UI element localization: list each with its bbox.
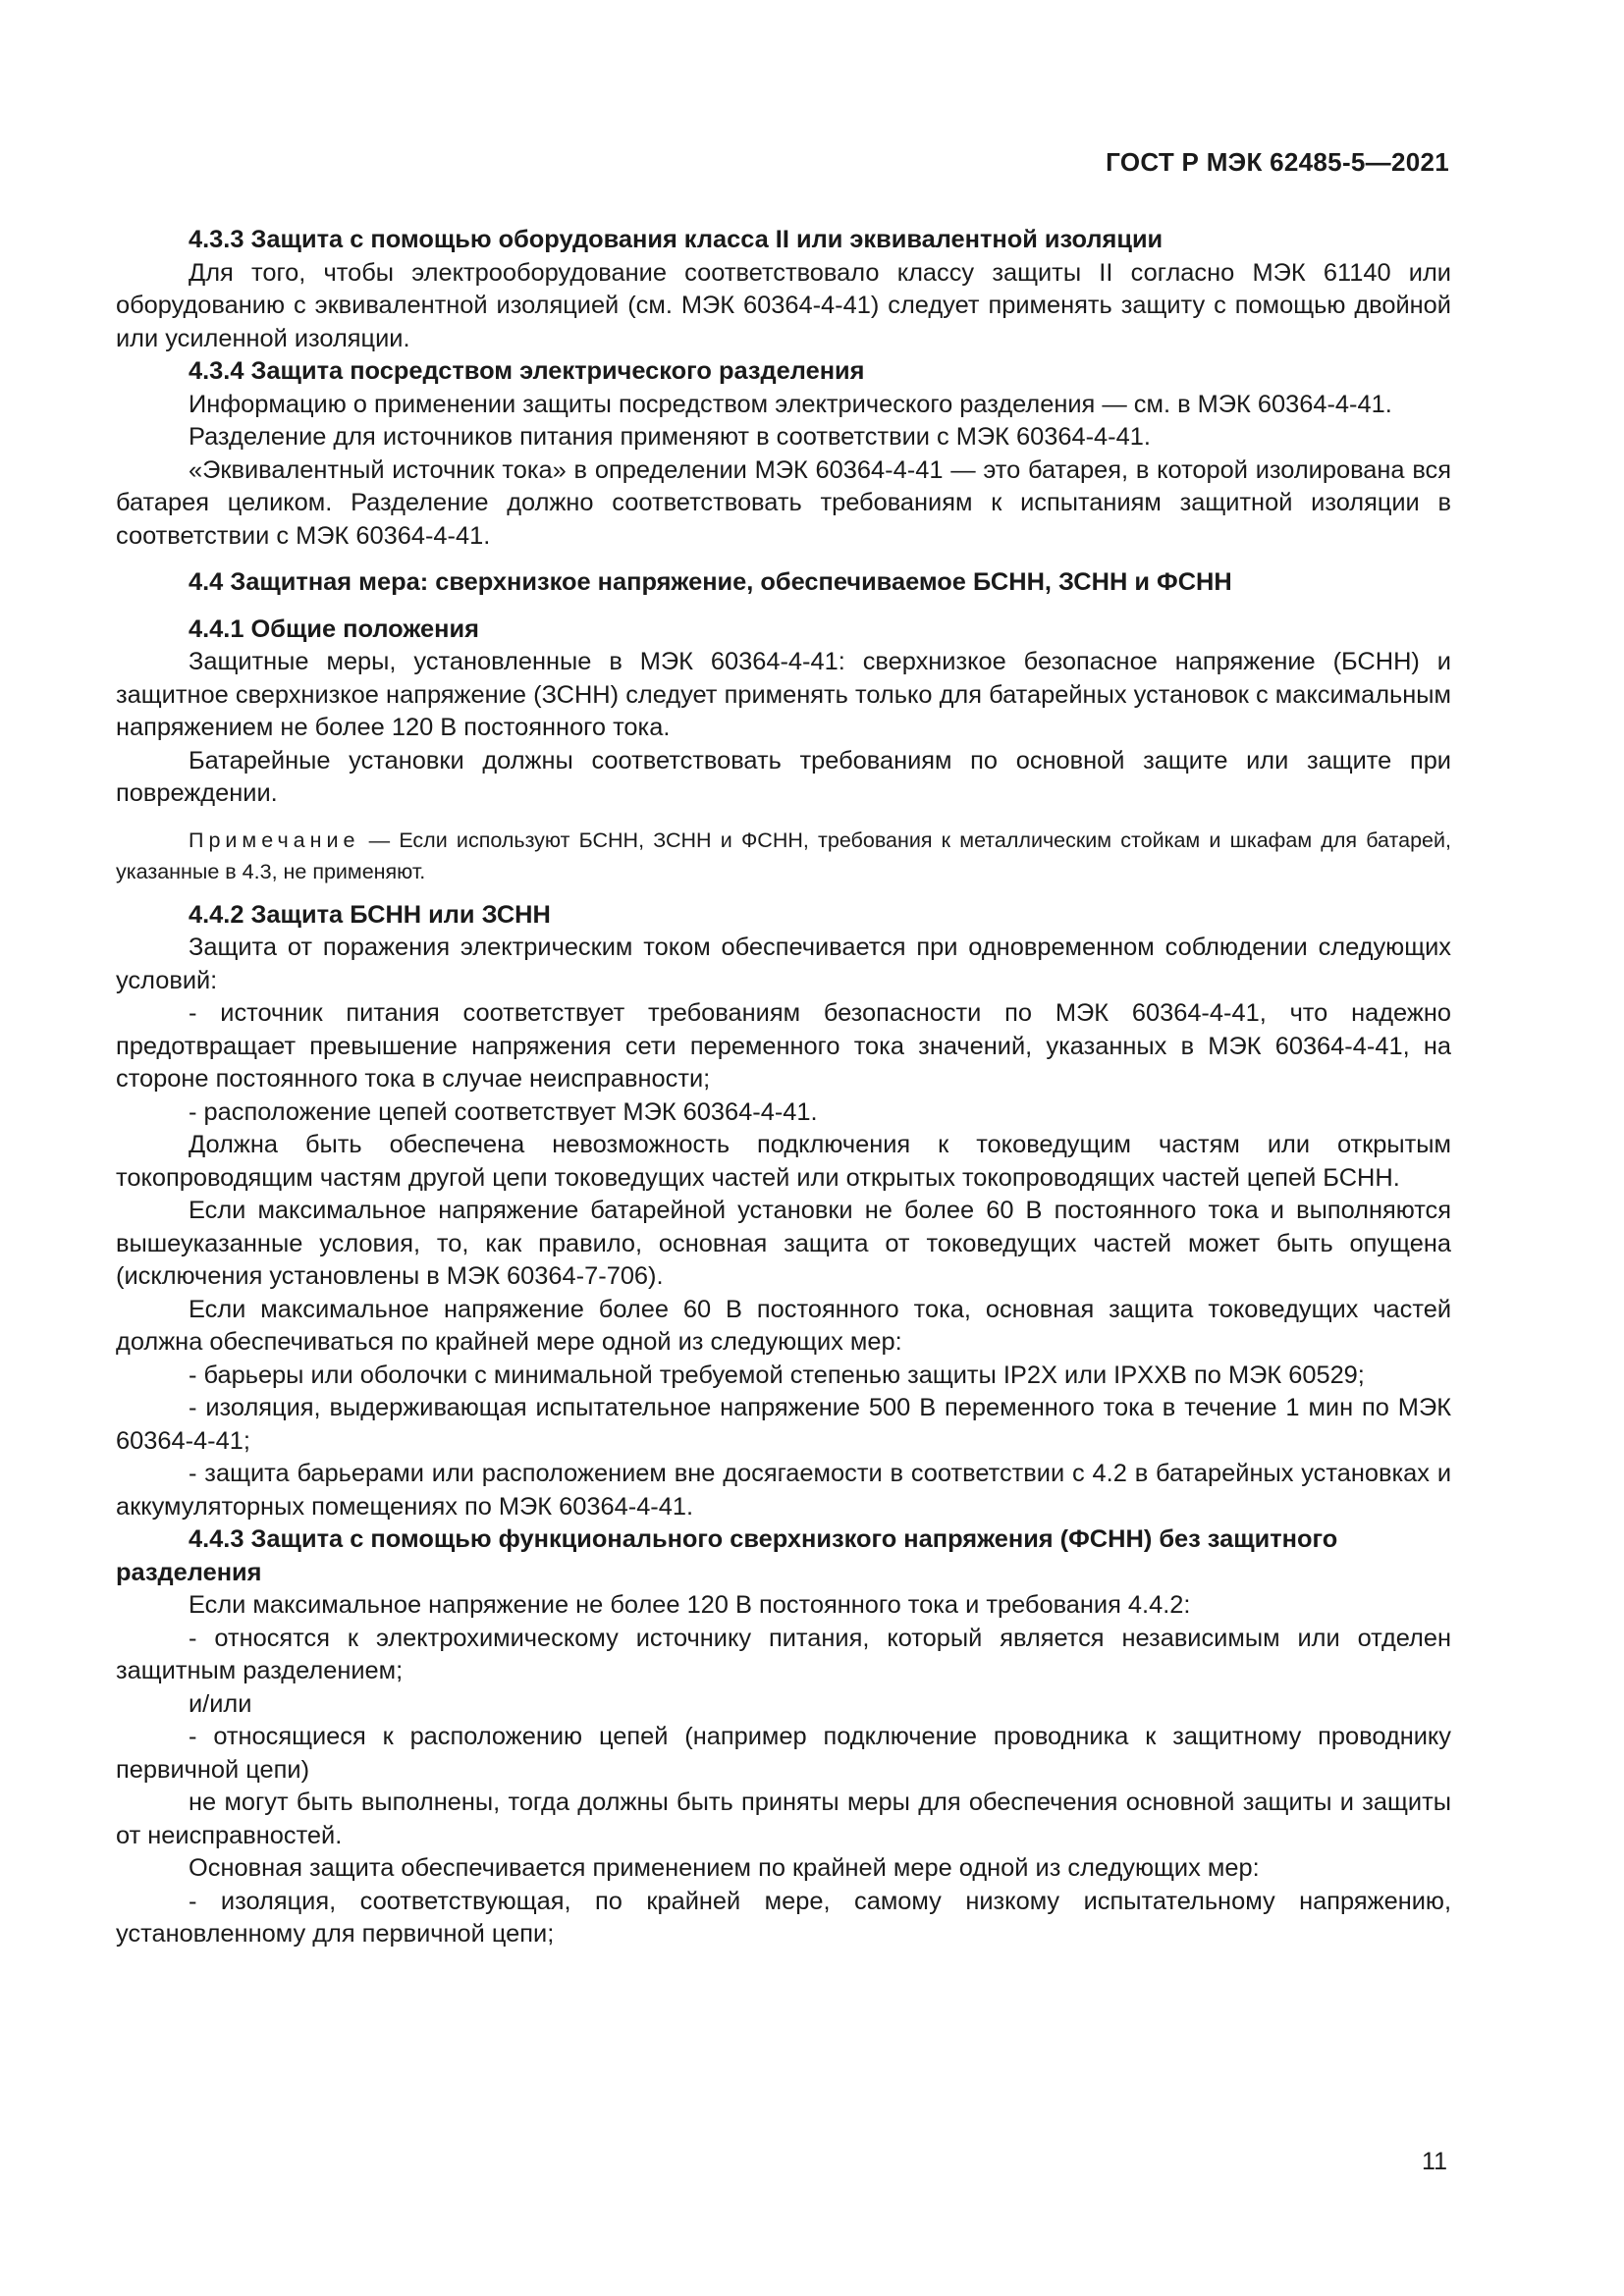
section-heading: 4.4.3 Защита с помощью функционального сверхнизкого напряжения (ФСНН) без защитного разделения [116, 1525, 1338, 1586]
body-paragraph: - изоляция, соответствующая, по крайней мере, самому низкому испытательному напряжению, установленному для первичной цепи; [116, 1887, 1451, 1948]
page-number: 11 [1422, 2148, 1447, 2175]
body-paragraph: - защита барьерами или расположением вне досягаемости в соответствии с 4.2 в батарейных установках и аккумуляторных помещениях по МЭК 60364-4-41. [116, 1460, 1451, 1521]
note-label: Примечание [189, 828, 360, 852]
body-paragraph: Если максимальное напряжение не более 120 В постоянного тока и требования 4.4.2: [189, 1591, 1191, 1619]
section-heading: 4.4.1 Общие положения [189, 614, 479, 643]
body-paragraph: Основная защита обеспечивается применением по крайней мере одной из следующих мер: [189, 1854, 1260, 1882]
body-paragraph: и/или [189, 1689, 252, 1718]
body-paragraph: - относящиеся к расположению цепей (например подключение проводника к защитному проводнику первичной цепи) [116, 1723, 1451, 1784]
note-text: — Если используют БСНН, ЗСНН и ФСНН, требования к металлическим стойкам и шкафам для батарей, указанные в 4.3, не применяют. [116, 828, 1451, 883]
body-paragraph: Разделение для источников питания применяют в соответствии с МЭК 60364-4-41. [189, 423, 1151, 451]
body-paragraph: Информацию о применении защиты посредством электрического разделения — см. в МЭК 60364-4-41. [189, 390, 1392, 418]
body-paragraph: Если максимальное напряжение батарейной установки не более 60 В постоянного тока и выполняются вышеуказанные условия, то, как правило, основная защита от токоведущих частей может быть опущена (исключения установлены в МЭК 60364-7-706). [116, 1197, 1451, 1290]
section-heading: 4.3.3 Защита с помощью оборудования класса II или эквивалентной изоляции [189, 226, 1164, 253]
section-heading: 4.4 Защитная мера: сверхнизкое напряжение, обеспечиваемое БСНН, ЗСНН и ФСНН [189, 568, 1232, 596]
body-paragraph: - изоляция, выдерживающая испытательное напряжение 500 В переменного тока в течение 1 мин по МЭК 60364-4-41; [116, 1394, 1451, 1455]
body-paragraph: Для того, чтобы электрооборудование соответствовало классу защиты II согласно МЭК 61140 или оборудованию с эквивалентной изоляцией (см. МЭК 60364-4-41) следует применять защиту с помощью двойной или усиленной изоляции. [116, 258, 1451, 352]
body-paragraph: - источник питания соответствует требованиям безопасности по МЭК 60364-4-41, что надежно предотвращает превышение напряжения сети переменного тока значений, указанных в МЭК 60364-4-41, на стороне постоянного тока в случае неисправности; [116, 999, 1451, 1093]
standard-designation: ГОСТ Р МЭК 62485-5—2021 [1106, 147, 1449, 177]
body-paragraph: Защитные меры, установленные в МЭК 60364-4-41: сверхнизкое безопасное напряжение (БСНН) и защитное сверхнизкое напряжение (ЗСНН) следует применять только для батарейных установок с максимальным напряжением не более 120 В постоянного тока. [116, 648, 1451, 741]
body-paragraph: «Эквивалентный источник тока» в определении МЭК 60364-4-41 — это батарея, в которой изолирована вся батарея целиком. Разделение должно соответствовать требованиям к испытаниям защитной изоляции в соответствии с МЭК 60364-4-41. [116, 455, 1451, 550]
body-paragraph: - относятся к электрохимическому источнику питания, который является независимым или отделен защитным разделением; [116, 1624, 1451, 1684]
note-paragraph [116, 825, 1451, 887]
body-paragraph: - расположение цепей соответствует МЭК 60364-4-41. [189, 1097, 818, 1126]
body-paragraph: Должна быть обеспечена невозможность подключения к токоведущим частям или открытым токопроводящим частям другой цепи токоведущих частей или открытых токопроводящих частей цепей БСНН. [116, 1131, 1451, 1192]
body-paragraph: Защита от поражения электрическим током обеспечивается при одновременном соблюдении следующих условий: [116, 934, 1451, 994]
section-heading: 4.4.2 Защита БСНН или ЗСНН [189, 900, 551, 929]
body-paragraph: - барьеры или оболочки с минимальной требуемой степенью защиты IP2X или IPXXB по МЭК 60529; [189, 1361, 1365, 1389]
page-body [116, 224, 1451, 1951]
body-paragraph: не могут быть выполнены, тогда должны быть приняты меры для обеспечения основной защиты и защиты от неисправностей. [116, 1789, 1451, 1849]
body-paragraph: Если максимальное напряжение более 60 В постоянного тока, основная защита токоведущих частей должна обеспечиваться по крайней мере одной из следующих мер: [116, 1295, 1451, 1356]
body-paragraph: Батарейные установки должны соответствовать требованиям по основной защите или защите при повреждении. [116, 746, 1451, 807]
section-heading: 4.3.4 Защита посредством электрического разделения [189, 357, 865, 385]
